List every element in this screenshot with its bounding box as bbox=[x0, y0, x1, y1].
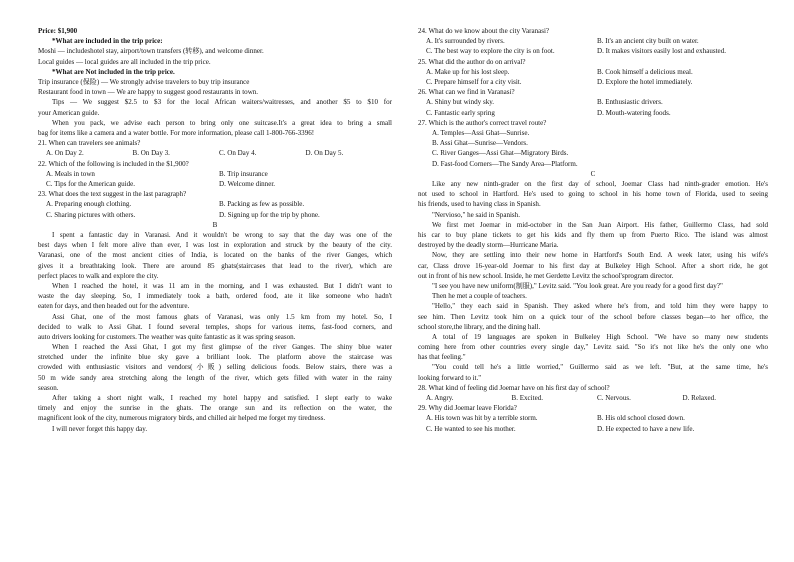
option: C. Prepare himself for a city visit. bbox=[426, 78, 522, 87]
paragraph-line: "Hello," they each said in Spanish. They asked where he's from, and told him they were happy to bbox=[432, 302, 768, 311]
paragraph-line: coming here from other countries every single day," Levitz said. "So it's not like he's the only one who bbox=[418, 343, 768, 352]
question-stem: 21. When can travelers see animals? bbox=[38, 139, 141, 148]
paragraph-line: not used to school in Hartford. He's used to going to school in his home town of Florida, used to seeing bbox=[418, 190, 768, 199]
paragraph-line: season. bbox=[38, 383, 59, 392]
paragraph-line: After taking a short night walk, I reached my hotel happy and satisfied. I slept early to wake bbox=[52, 394, 392, 403]
paragraph-line: crowded with enthusiastic visitors and vendors(小贩) selling delicious foods. Below stairs, there was a bbox=[38, 363, 392, 372]
option: D. Welcome dinner. bbox=[219, 180, 276, 189]
paragraph-line: magnificent look of the city, numerous migratory birds, and chilled air helped me forget my tiredness. bbox=[38, 414, 326, 423]
paragraph-line: waste the day sleeping. So, I immediately took a bath, ordered food, ate it like someone who hadn't bbox=[38, 292, 392, 301]
question-options bbox=[38, 169, 392, 179]
option: B. Packing as few as possible. bbox=[219, 200, 305, 209]
paragraph-line: "You could tell he's a little worried," Guillermo said as we left. "But, at the same time, he's bbox=[432, 363, 768, 372]
paragraph-line: school store,the library, and the dining hall. bbox=[418, 322, 541, 331]
passage-paragraph bbox=[418, 332, 768, 363]
paragraph-line: A total of 19 languages are spoken in Bulkeley High School. "We have so many new students bbox=[432, 332, 768, 341]
paragraph-line: Varanasi, one of the most ancient cities of India, is located on the banks of the river Ganges, which bbox=[38, 251, 392, 260]
option: D. It makes visitors easily lost and exhausted. bbox=[597, 47, 726, 56]
question-stem: 24. What do we know about the city Varanasi? bbox=[418, 27, 550, 35]
question-options bbox=[418, 393, 768, 403]
option: D. Explore the hotel immediately. bbox=[597, 78, 693, 87]
advice-line: When you pack, we advise each person to bring only one suitcase.It's a great idea to bring a small bbox=[52, 118, 392, 127]
question-stem: 27. Which is the author's correct travel route? bbox=[418, 118, 547, 127]
included-heading: *What are included in the trip price: bbox=[52, 37, 163, 46]
question-options bbox=[38, 210, 392, 220]
paragraph-line: eaten for days, and then headed out for the adventure. bbox=[38, 302, 190, 311]
question-options bbox=[418, 77, 768, 87]
question-options bbox=[418, 413, 768, 423]
option: D. He expected to have a new life. bbox=[597, 424, 695, 433]
passage-paragraph bbox=[418, 301, 768, 332]
option: A. It's surrounded by rivers. bbox=[426, 37, 505, 46]
question-options bbox=[418, 46, 768, 56]
left-column bbox=[38, 26, 392, 434]
paragraph-line: 50 m wide sandy area stretching along the length of the river, which gets filled with water in the rainy bbox=[38, 373, 392, 382]
option: A. Preparing enough clothing. bbox=[46, 200, 132, 209]
option: D. Relaxed. bbox=[682, 394, 716, 403]
question-stem: 25. What did the author do on arrival? bbox=[418, 57, 526, 66]
option: B. Enthusiastic drivers. bbox=[597, 98, 663, 107]
option: B. Cook himself a delicious meal. bbox=[597, 67, 693, 76]
question-stem: 22. Which of the following is included in the $1,900? bbox=[38, 159, 189, 168]
advice-line: bag for items like a camera and a water bottle. For more information, please call 1-800-766-3396! bbox=[38, 129, 315, 137]
not-included-line: Trip insurance (保险) — We strongly advise travelers to buy trip insurance bbox=[38, 78, 250, 87]
paragraph-line: out in front of his new school. Inside, he met Gerdette Levitz the school'sprogram director. bbox=[418, 271, 674, 280]
paragraph-line: see him. Then Levitz took him on a quick tour of the school before classes began—to her office, the bbox=[418, 312, 768, 321]
passage-line: Then he met a couple of teachers. bbox=[432, 292, 527, 301]
included-line: Moshi — includeshotel stay, airport/town transfers (转移), and welcome dinner. bbox=[38, 47, 264, 56]
paragraph-line: his friends, used to having class in Spanish. bbox=[418, 200, 541, 209]
option: B. On Day 3. bbox=[132, 149, 170, 158]
question-options bbox=[418, 36, 768, 46]
paragraph-line: auto drivers looking for customers. The weather was quite fantastic as it was spring season. bbox=[38, 332, 296, 341]
paragraph-line: Like any new ninth-grader on the first day of school, Joemar Class had ninth-grader emotion. He's bbox=[432, 180, 768, 189]
option: A. Shiny but windy sky. bbox=[426, 98, 495, 107]
question-stem: 29. Why did Joemar leave Florida? bbox=[418, 404, 517, 413]
paragraph-line: decided to walk to Assi Ghat. I found several temples, shops for various items, fast-food corners, and bbox=[38, 322, 392, 331]
paragraph-line: We first met Joemar in mid-october in the San Juan Airport. His father, Guillermo Class, had sold bbox=[432, 220, 768, 229]
paragraph-line: looking forward to it." bbox=[418, 373, 482, 382]
paragraph-line: destroyed by the deadly storm—Hurricane Maria. bbox=[418, 241, 559, 250]
not-included-heading: *What are Not included in the trip price. bbox=[52, 67, 175, 76]
option: D. On Day 5. bbox=[305, 149, 344, 158]
question-stem: 28. What kind of feeling did Joemar have on his first day of school? bbox=[418, 383, 610, 392]
paragraph-line: his car to buy plane tickets to get his kids and fly them up from Puerto Rico. The island was almost bbox=[418, 231, 768, 239]
paragraph-line: stretched under the infinite blue sky gave a brilliant look. The platform above the staircase was bbox=[38, 353, 392, 362]
price-line: Price: $1,900 bbox=[38, 27, 78, 35]
option: C. On Day 4. bbox=[219, 149, 257, 158]
passage-paragraph bbox=[38, 312, 392, 343]
passage-line: "I see you have new uniform(制服)," Levitz said. "You look great. Are you ready for a good first day?" bbox=[432, 281, 723, 290]
section-label: B bbox=[212, 220, 218, 229]
paragraph-line: When I reached the Assi Ghat, I got my first glimpse of the river Ganges. The shiny blue water bbox=[52, 343, 392, 352]
option: D. Fast-food Corners—The Sandy Area—Platform. bbox=[432, 159, 578, 168]
question-stem: 26. What can we find in Varanasi? bbox=[418, 88, 515, 97]
option: D. Signing up for the trip by phone. bbox=[219, 210, 320, 219]
paragraph-line: Assi Ghat, one of the most famous ghats of Varanasi, was only 1.5 km from my hotel. So, I bbox=[52, 312, 392, 321]
option: C. River Ganges—Assi Ghat—Migratory Birds. bbox=[432, 149, 569, 158]
paragraph-line: When I reached the hotel, it was 11 am in the morning, and I was exhausted. But I didn't want to bbox=[52, 281, 392, 290]
passage-paragraph bbox=[418, 220, 768, 251]
paragraph-line: perfect places to walk and explore the city. bbox=[38, 271, 159, 280]
paragraph-line: I spent a fantastic day in Varanasi. And it wouldn't be wrong to say that the day was one of the bbox=[52, 231, 392, 240]
passage-line: "Nervioso," he said in Spanish. bbox=[432, 210, 520, 219]
passage-paragraph bbox=[418, 362, 768, 382]
question-stem: 23. What does the text suggest in the last paragraph? bbox=[38, 190, 187, 199]
option: C. Sharing pictures with others. bbox=[46, 210, 136, 219]
question-options bbox=[418, 424, 768, 434]
section-label: C bbox=[590, 169, 596, 178]
paragraph-line: gives it a breathtaking look. There are around 85 ghats(staircases that lead to the river), which are bbox=[38, 261, 392, 270]
paragraph-line: car, Class drove 16-year-old Joemar to his first day at Bulkeley High School. After a short ride, he got bbox=[418, 261, 768, 270]
option: B. His old school closed down. bbox=[597, 414, 685, 423]
option: A. Meals in town bbox=[46, 169, 95, 178]
paragraph-line: Now, they are settling into their new home in Hartford's South End. A week later, using his wife's bbox=[432, 251, 768, 260]
option: A. His town was hit by a terrible storm. bbox=[426, 414, 538, 423]
option: C. Nervous. bbox=[597, 394, 631, 403]
option: C. Fantastic early spring bbox=[426, 108, 495, 117]
option: A. Make up for his lost sleep. bbox=[426, 67, 510, 76]
tips-line: your American guide. bbox=[38, 108, 100, 117]
passage-paragraph bbox=[38, 230, 392, 281]
passage-closing: I will never forget this happy day. bbox=[52, 424, 148, 433]
option: A. Temples—Assi Ghat—Sunrise. bbox=[432, 129, 530, 138]
option: A. Angry. bbox=[426, 394, 454, 403]
not-included-line: Restaurant food in town — We are happy to suggest good restaurants in town. bbox=[38, 88, 259, 97]
paragraph-line: has that feeling." bbox=[418, 353, 466, 362]
question-options bbox=[38, 148, 392, 158]
right-column bbox=[418, 26, 768, 434]
paragraph-line: timely and enjoy the sunrise in the ghats. The orange sun and its reflection on the water, the bbox=[38, 404, 392, 413]
included-line: Local guides — local guides are all included in the trip price. bbox=[38, 57, 211, 66]
passage-paragraph bbox=[418, 179, 768, 210]
passage-paragraph bbox=[418, 250, 768, 281]
option: B. Assi Ghat—Sunrise—Vendors. bbox=[432, 139, 528, 148]
option: C. The best way to explore the city is on foot. bbox=[426, 47, 555, 56]
passage-paragraph bbox=[38, 342, 392, 393]
option: A. On Day 2. bbox=[46, 149, 84, 158]
question-options bbox=[38, 199, 392, 209]
option: B. Excited. bbox=[511, 394, 544, 403]
option: C. Tips for the American guide. bbox=[46, 180, 136, 189]
question-options bbox=[418, 67, 768, 77]
option: C. He wanted to see his mother. bbox=[426, 424, 516, 433]
option: B. It's an ancient city built on water. bbox=[597, 37, 699, 46]
option: B. Trip insurance bbox=[219, 169, 268, 178]
tips-line: Tips — We suggest $2.5 to $3 for the local African waiters/waitresses, and another $5 to $10 for bbox=[52, 98, 392, 107]
question-options bbox=[38, 179, 392, 189]
question-options bbox=[418, 108, 768, 118]
passage-paragraph bbox=[38, 393, 392, 424]
passage-paragraph bbox=[38, 281, 392, 312]
option: D. Mouth-watering foods. bbox=[597, 108, 671, 117]
question-options bbox=[418, 97, 768, 107]
paragraph-line: best days when I felt more alive than ever, I was lost in exploration and struck by the beauty of the city. bbox=[38, 241, 392, 250]
